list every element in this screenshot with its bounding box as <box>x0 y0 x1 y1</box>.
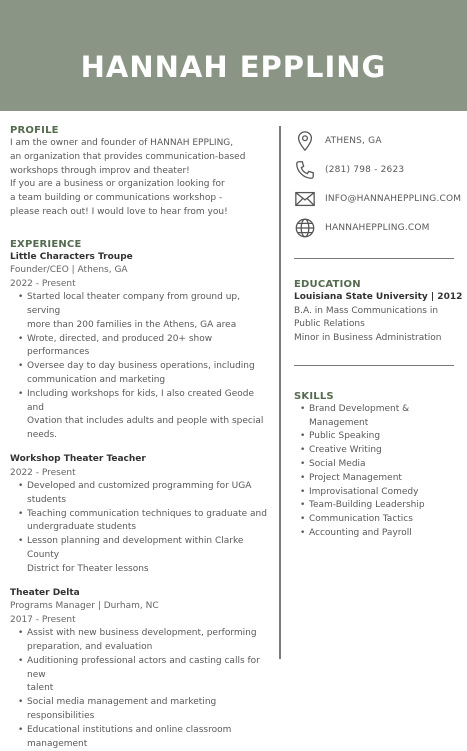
job-bullets <box>18 627 272 751</box>
job-org: Theater Delta <box>10 587 272 601</box>
job-entry <box>10 251 272 443</box>
job-dates: 2022 - Present <box>10 467 272 481</box>
profile-line: I am the owner and founder of HANNAH EPPLING, <box>10 137 272 151</box>
skills-heading: SKILLS <box>294 390 467 403</box>
contact-email <box>294 188 467 217</box>
bullet-line: • Social media management and marketing responsibilities <box>27 696 272 724</box>
contact-location <box>294 130 467 159</box>
skill-item: • Team-Building Leadership <box>300 499 467 513</box>
globe-icon <box>294 217 316 239</box>
skill-item: • Improvisational Comedy <box>300 486 467 500</box>
left-column <box>10 124 272 751</box>
profile-heading: PROFILE <box>10 124 272 137</box>
bullet-line: District for Theater lessons <box>27 563 272 577</box>
bullet-line: • Educational institutions and online classroom <box>27 724 272 738</box>
bullet-line: Ovation that includes adults and people with special <box>27 415 272 429</box>
skills-list <box>300 403 467 541</box>
job-role: Founder/CEO | Athens, GA <box>10 264 272 278</box>
location-pin-icon <box>294 130 316 152</box>
bullet-line: • Including workshops for kids, I also created Geode and <box>27 388 272 416</box>
bullet-line: • Oversee day to day business operations, including <box>27 360 272 374</box>
bullet-line: more than 200 families in the Athens, GA area <box>27 319 272 333</box>
school-name: Louisiana State University | 2012 <box>294 291 467 305</box>
job-bullet <box>18 388 272 443</box>
job-bullet <box>18 508 272 536</box>
job-bullet <box>18 535 272 576</box>
job-entry <box>10 587 272 751</box>
bullet-line: communication and marketing <box>27 374 272 388</box>
bullet-line: • Auditioning professional actors and casting calls for new <box>27 655 272 683</box>
experience-heading: EXPERIENCE <box>10 238 272 251</box>
envelope-icon <box>294 188 316 210</box>
profile-section <box>10 124 272 220</box>
skill-item: • Social Media <box>300 458 467 472</box>
skill-item: • Project Management <box>300 472 467 486</box>
job-bullet <box>18 627 272 655</box>
bullet-line: • Developed and customized programming for UGA <box>27 480 272 494</box>
bullet-line: management <box>27 738 272 751</box>
experience-section <box>10 238 272 751</box>
job-dates: 2017 - Present <box>10 614 272 628</box>
contact-section <box>294 130 467 246</box>
job-bullets <box>18 291 272 443</box>
profile-line: If you are a business or organization looking for <box>10 178 272 192</box>
job-bullet <box>18 724 272 751</box>
job-bullet <box>18 291 272 332</box>
section-rule <box>294 258 454 259</box>
minor-text: Minor in Business Administration <box>294 332 467 346</box>
profile-line: a team building or communications workshop - <box>10 192 272 206</box>
profile-line: please reach out! I would love to hear from you! <box>10 206 272 220</box>
bullet-line: • Started local theater company from ground up, serving <box>27 291 272 319</box>
bullet-line: undergraduate students <box>27 521 272 535</box>
education-section <box>294 278 467 346</box>
header-banner <box>0 0 467 111</box>
section-rule <box>294 365 454 366</box>
profile-line: an organization that provides communication-based <box>10 151 272 165</box>
skill-item: • Communication Tactics <box>300 513 467 527</box>
job-bullet <box>18 480 272 508</box>
degree-line: Public Relations <box>294 318 467 332</box>
phone-icon <box>294 159 316 181</box>
degree-line: B.A. in Mass Communications in <box>294 305 467 319</box>
phone-text: (281) 798 - 2623 <box>325 165 404 175</box>
skill-item: • Brand Development & Management <box>300 403 467 431</box>
contact-website <box>294 217 467 246</box>
skills-section <box>294 390 467 541</box>
email-text[interactable]: INFO@HANNAHEPPLING.COM <box>325 194 461 204</box>
bullet-line: students <box>27 494 272 508</box>
job-entry <box>10 453 272 577</box>
bullet-line: preparation, and evaluation <box>27 641 272 655</box>
bullet-line: • Lesson planning and development within Clarke County <box>27 535 272 563</box>
bullet-line: needs. <box>27 429 272 443</box>
skill-item: • Public Speaking <box>300 430 467 444</box>
profile-line: workshops through improv and theater! <box>10 165 272 179</box>
job-bullet <box>18 333 272 361</box>
job-bullets <box>18 480 272 577</box>
job-bullet <box>18 655 272 696</box>
job-org: Workshop Theater Teacher <box>10 453 272 467</box>
skill-item: • Accounting and Payroll <box>300 527 467 541</box>
job-role: Programs Manager | Durham, NC <box>10 600 272 614</box>
column-divider <box>279 126 281 659</box>
location-text: ATHENS, GA <box>325 136 382 146</box>
education-heading: EDUCATION <box>294 278 467 291</box>
bullet-line: • Assist with new business development, performing <box>27 627 272 641</box>
skill-item: • Creative Writing <box>300 444 467 458</box>
website-text[interactable]: HANNAHEPPLING.COM <box>325 223 430 233</box>
bullet-line: talent <box>27 682 272 696</box>
job-bullet <box>18 696 272 724</box>
job-bullet <box>18 360 272 388</box>
bullet-line: • Teaching communication techniques to graduate and <box>27 508 272 522</box>
bullet-line: • Wrote, directed, and produced 20+ show performances <box>27 333 272 361</box>
contact-phone <box>294 159 467 188</box>
right-column <box>294 130 467 541</box>
resume-name: HANNAH EPPLING <box>0 50 467 84</box>
job-dates: 2022 - Present <box>10 278 272 292</box>
job-org: Little Characters Troupe <box>10 251 272 265</box>
